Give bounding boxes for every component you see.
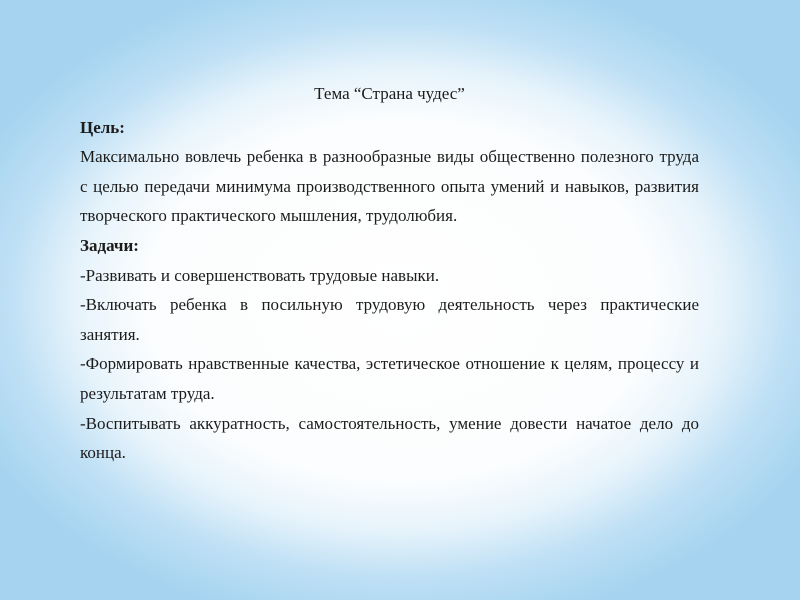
goal-text: Максимально вовлечь ребенка в разнообразные виды общественно полезного труда с целью передачи минимума производственного опыта умений и навыков, развития творческого практического мышления, трудолюбия. [80, 147, 699, 226]
tasks-heading: Задачи: [80, 235, 139, 255]
slide-title: Тема “Страна чудес” [314, 84, 465, 103]
task-item: -Воспитывать аккуратность, самостоятельность, умение довести начатое дело до конца. [80, 413, 699, 463]
task-item: -Формировать нравственные качества, эстетическое отношение к целям, процессу и результатам труда. [80, 354, 699, 403]
task-item: -Включать ребенка в посильную трудовую деятельность через практические занятия. [80, 295, 699, 344]
slide-content [80, 79, 699, 468]
goal-heading: Цель: [80, 117, 125, 137]
task-item: -Развивать и совершенствовать трудовые навыки. [80, 265, 440, 285]
